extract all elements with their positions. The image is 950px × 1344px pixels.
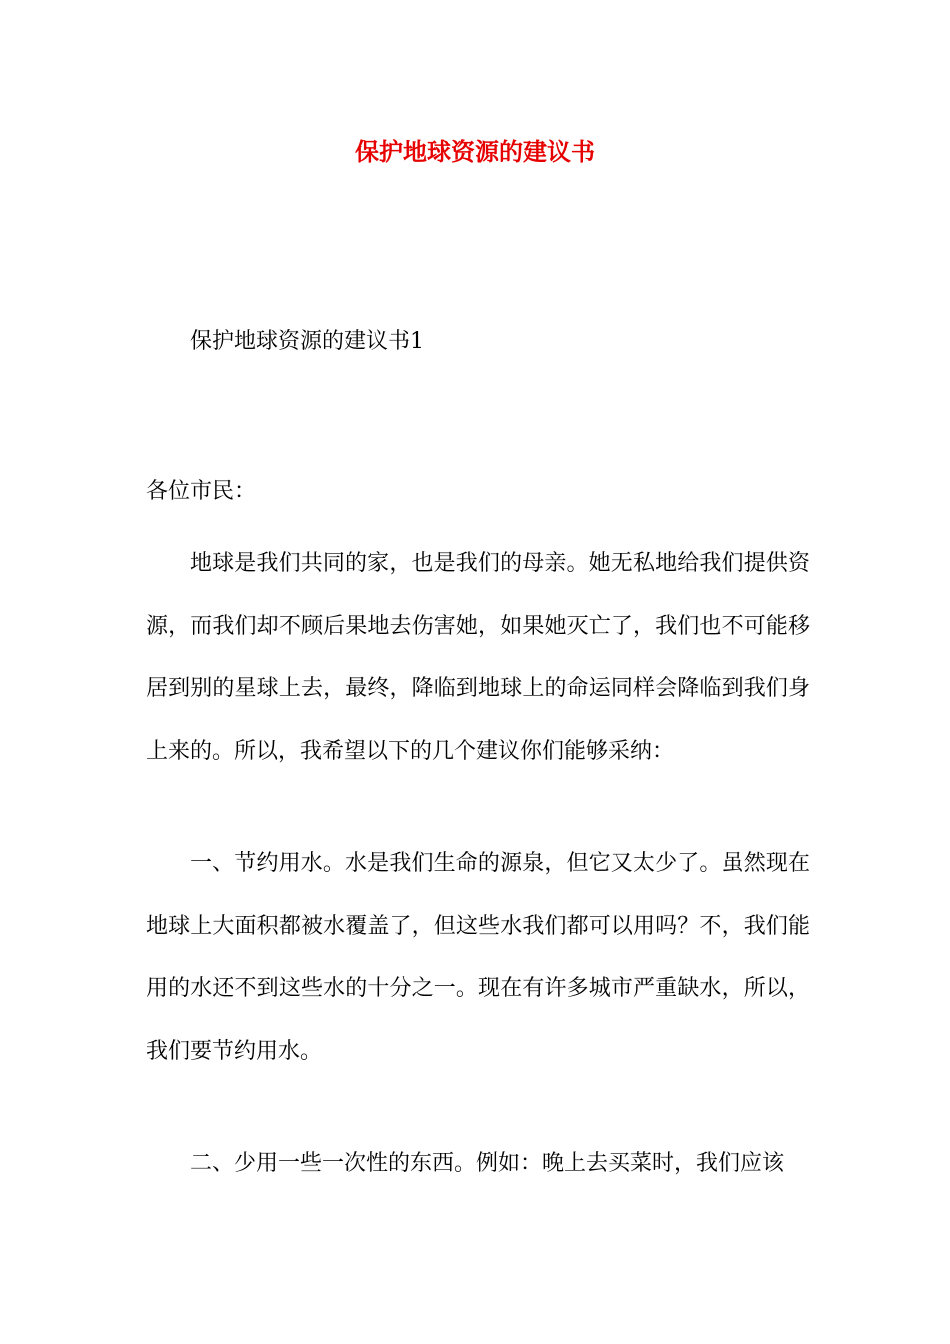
document-title: 保护地球资源的建议书 — [355, 137, 595, 166]
paragraph-water: 一、节约用水。水是我们生命的源泉，但它又太少了。虽然现在地球上大面积都被水覆盖了，但这些水我们都可以用吗？不，我们能用的水还不到这些水的十分之一。现在有许多城市严重缺水，所以，我们要节约用水。 — [146, 851, 810, 1064]
paragraph-intro: 地球是我们共同的家，也是我们的母亲。她无私地给我们提供资源，而我们却不顾后果地去伤害她，如果她灭亡了，我们也不可能移居到别的星球上去，最终，降临到地球上的命运同样会降临到我们身上来的。所以，我希望以下的几个建议你们能够采纳： — [146, 551, 810, 764]
salutation: 各位市民： — [146, 479, 257, 504]
section-heading: 保护地球资源的建议书1 — [190, 329, 424, 354]
paragraph-disposable: 二、少用一些一次性的东西。例如：晚上去买菜时，我们应该 — [190, 1151, 785, 1176]
